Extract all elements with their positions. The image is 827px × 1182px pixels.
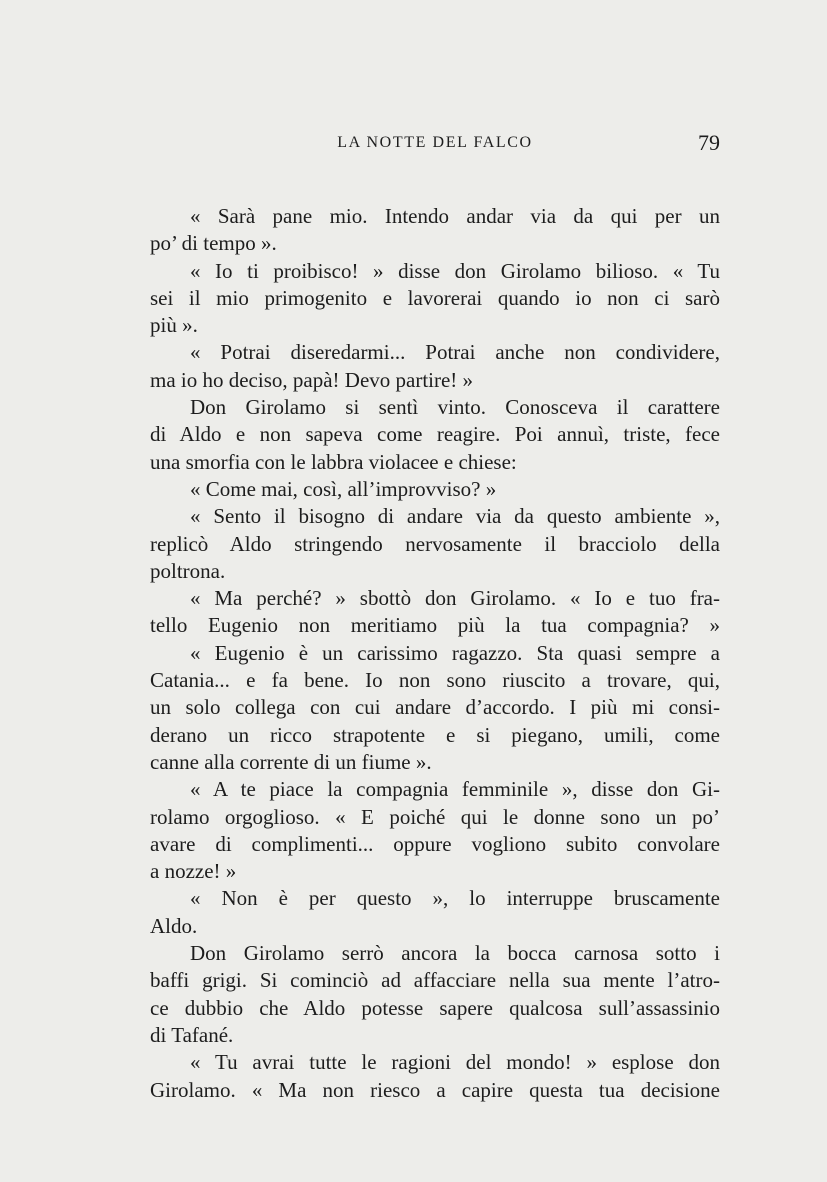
running-title: LA NOTTE DEL FALCO (337, 134, 533, 151)
text-line: « Sento il bisogno di andare via da questo ambiente », (190, 504, 720, 529)
text-line: Girolamo. « Ma non riesco a capire questa tua decisione (150, 1077, 720, 1102)
text-line: sei il mio primogenito e lavorerai quando io non ci sarò (150, 285, 720, 310)
text-line: Don Girolamo si sentì vinto. Conosceva il carattere (190, 395, 720, 420)
text-line: più ». (150, 313, 198, 338)
text-line: Aldo. (150, 913, 198, 938)
text-line: di Tafané. (150, 1022, 234, 1047)
text-line: « A te piace la compagnia femminile », disse don Gi- (190, 777, 720, 802)
text-line: « Tu avrai tutte le ragioni del mondo! » esplose don (190, 1050, 720, 1075)
text-line: Catania... e fa bene. Io non sono riuscito a trovare, qui, (150, 668, 720, 693)
running-head (150, 130, 720, 158)
text-line: « Non è per questo », lo interruppe bruscamente (190, 886, 720, 911)
text-line: canne alla corrente di un fiume ». (150, 749, 432, 774)
text-line: di Aldo e non sapeva come reagire. Poi annuì, triste, fece (150, 422, 720, 447)
text-line: un solo collega con cui andare d’accordo. I più mi consi- (150, 695, 720, 720)
text-line: avare di complimenti... oppure vogliono subito convolare (150, 831, 720, 856)
page-number: 79 (698, 130, 720, 155)
text-line: Don Girolamo serrò ancora la bocca carnosa sotto i (190, 941, 720, 966)
text-line: a nozze! » (150, 859, 237, 884)
text-line: rolamo orgoglioso. « E poiché qui le donne sono un po’ (150, 804, 720, 829)
text-line: baffi grigi. Si cominciò ad affacciare nella sua mente l’atro- (150, 968, 720, 993)
text-line: ce dubbio che Aldo potesse sapere qualcosa sull’assassinio (150, 995, 720, 1020)
text-line: una smorfia con le labbra violacee e chiese: (150, 449, 517, 474)
text-line: po’ di tempo ». (150, 231, 277, 256)
text-line: poltrona. (150, 558, 226, 583)
text-line: « Eugenio è un carissimo ragazzo. Sta quasi sempre a (190, 640, 720, 665)
text-line: « Io ti proibisco! » disse don Girolamo bilioso. « Tu (190, 258, 720, 283)
text-line: « Ma perché? » sbottò don Girolamo. « Io e tuo fra- (190, 586, 720, 611)
text-line: derano un ricco strapotente e si piegano, umili, come (150, 722, 720, 747)
text-line: replicò Aldo stringendo nervosamente il bracciolo della (150, 531, 720, 556)
text-line: tello Eugenio non meritiamo più la tua compagnia? » (150, 613, 720, 638)
text-line: « Sarà pane mio. Intendo andar via da qui per un (190, 204, 720, 228)
body-text (150, 203, 720, 1104)
text-line: « Potrai diseredarmi... Potrai anche non condividere, (190, 340, 720, 365)
text-line: ma io ho deciso, papà! Devo partire! » (150, 367, 474, 392)
text-line: « Come mai, così, all’improvviso? » (190, 476, 497, 501)
